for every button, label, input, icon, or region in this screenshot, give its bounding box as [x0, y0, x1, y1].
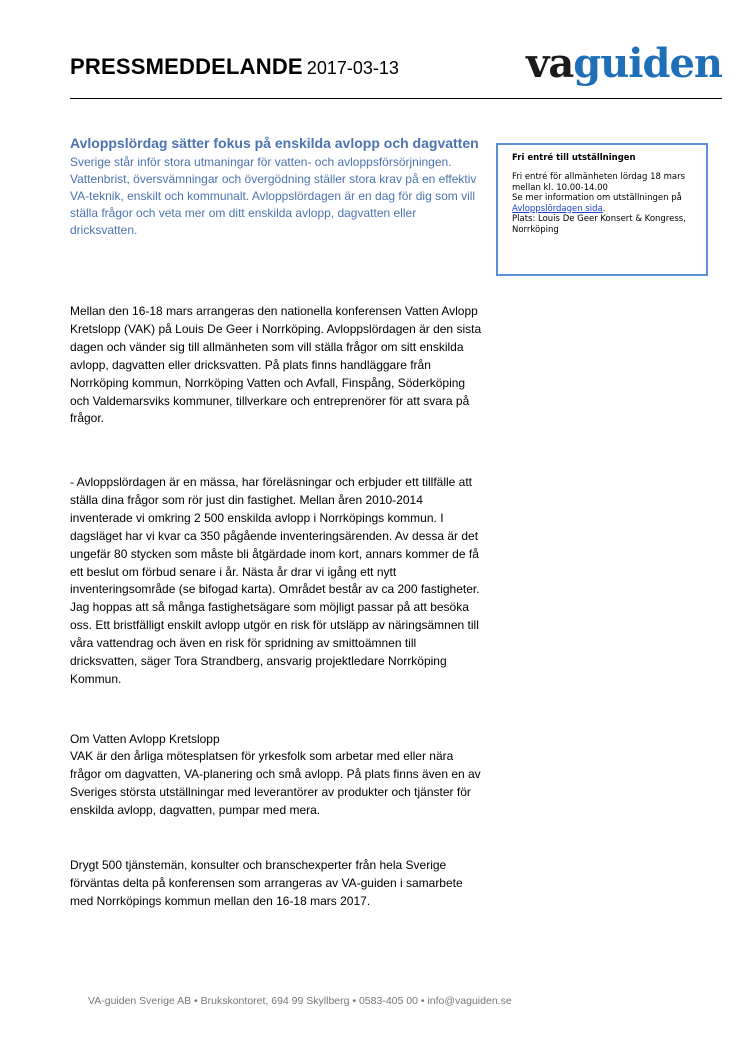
press-release-title: [70, 54, 399, 80]
intro-section: [70, 134, 480, 239]
article-heading: Avloppslördag sätter fokus på enskilda avlopp och dagvatten: [70, 135, 479, 151]
title-word: PRESSMEDDELANDE: [70, 54, 303, 79]
logo-part-va: va: [526, 40, 574, 87]
header-divider: [70, 98, 722, 99]
info-box-more-info: [512, 193, 692, 214]
lead-paragraph: Sverige står inför stora utmaningar för vatten- och avloppsförsörjningen. Vattenbrist, översvämningar och övergödning ställer stora krav på en effektiv VA-teknik, enskilt och kommunalt. Avloppslördagen är en dag för dig som vill ställa frågor och veta mer om ditt enskilda avlopp, dagvatten eller dricksvatten.: [70, 155, 477, 237]
body-paragraph-2: - Avloppslördagen är en mässa, har föreläsningar och erbjuder ett tillfälle att ställa dina frågor som rör just din fastighet. Mellan åren 2010-2014 inventerade vi omkring 2 500 enskilda avlopp i Norrköpings kommun. I dagsläget har vi kvar ca 350 pågående inventeringsärenden. Av dessa är det ungefär 80 stycken som måste bli åtgärdade inom kort, annars kommer de få ett beslut om förbud senare i år. Nästa år drar vi igång ett nytt inventeringsområde (se bifogad karta). Området består av ca 200 fastigheter. Jag hoppas att så många fastighetsägare som möjligt passar på att besöka oss. Ett bristfälligt enskilt avlopp utgör en risk för utsläpp av näringsämnen till våra vattendrag och även en risk för spridning av smittoämnen till dricksvatten, säger Tora Strandberg, ansvarig projektledare Norrköping Kommun.: [70, 475, 480, 686]
page-footer: VA-guiden Sverige AB • Brukskontoret, 694 99 Skyllberg • 0583-405 00 • info@vaguiden.se: [88, 995, 512, 1007]
avloppslordagen-link[interactable]: Avloppslördagen sida: [512, 203, 603, 214]
page-header: [70, 40, 722, 92]
body-paragraph-3: VAK är den årliga mötesplatsen för yrkesfolk som arbetar med eller nära frågor om dagvatten, VA-planering och små avlopp. På plats finns även en av Sveriges största utställningar med leverantörer av produkter och tjänster för enskilda avlopp, dagvatten, pumpar med mera.: [70, 749, 481, 817]
body-paragraph-4: Drygt 500 tjänstemän, konsulter och branschexperter från hela Sverige förväntas delta på konferensen som arrangeras av VA-guiden i samarbete med Norrköpings kommun mellan den 16-18 mars 2017.: [70, 858, 463, 908]
info-more-prefix: Se mer information om utställningen på: [512, 193, 682, 203]
release-date: 2017-03-13: [306, 58, 399, 78]
info-box-title: Fri entré till utställningen: [512, 153, 636, 163]
info-box: [496, 143, 708, 276]
logo-part-guiden: guiden: [573, 40, 722, 87]
info-box-location: Plats: Louis De Geer Konsert & Kongress, Norrköping: [512, 214, 686, 235]
info-box-text: [512, 172, 692, 235]
vaguiden-logo: [526, 42, 722, 86]
sub-heading: Om Vatten Avlopp Kretslopp: [70, 732, 220, 746]
info-box-hours: Fri entré för allmänheten lördag 18 mars mellan kl. 10.00-14.00: [512, 172, 686, 193]
info-more-suffix: .: [602, 203, 606, 214]
body-paragraph-1: Mellan den 16-18 mars arrangeras den nationella konferensen Vatten Avlopp Kretslopp (VAK) på Louis De Geer i Norrköping. Avloppslördagen är den sista dagen och vänder sig till allmänheten som vill ställa frågor om sitt enskilda avlopp, dagvatten eller dricksvatten. På plats finns handläggare från Norrköping kommun, Norrköping Vatten och Avfall, Finspång, Söderköping och Valdemarsviks kommuner, tillverkare och entreprenörer för att svara på frågor.: [70, 304, 482, 426]
